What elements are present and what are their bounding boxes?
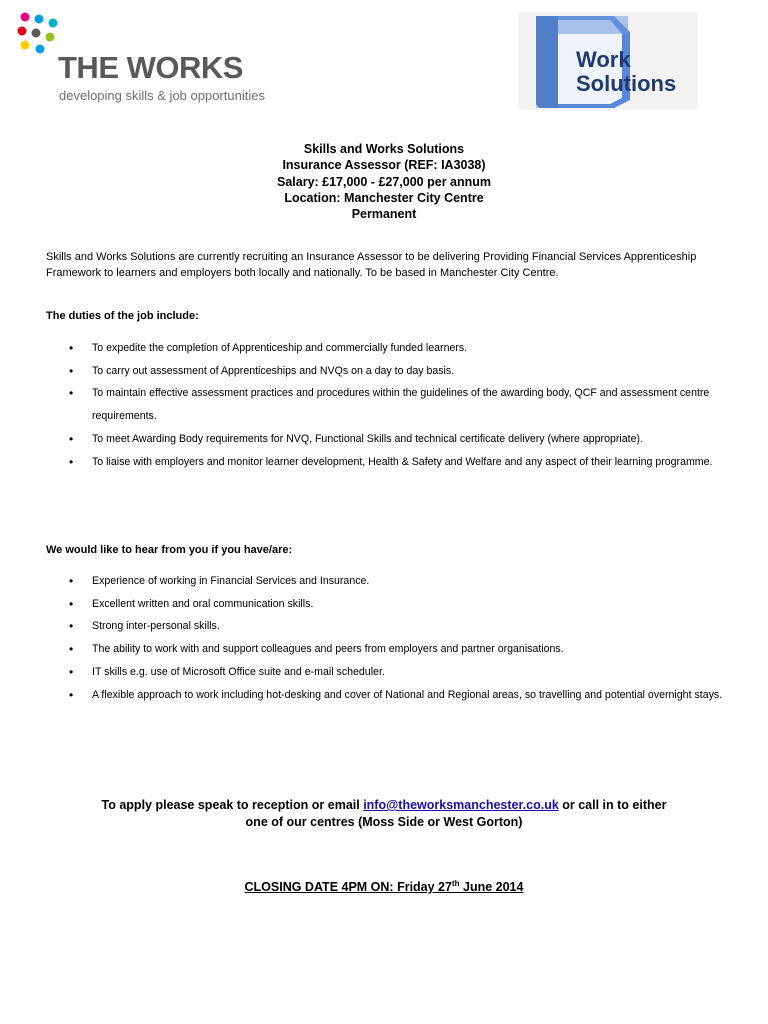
closing-prefix: CLOSING DATE 4PM ON: Friday 27 [244,880,452,895]
closing-sup: th [451,879,460,888]
work-solutions-text [576,48,676,96]
heading-company: Skills and Works Solutions [303,142,465,156]
list-item: • To liaise with employers and monitor learner development, Health & Safety and Welfare and any aspect of their learning programme. [46,451,736,474]
the-works-title: THE WORKS [58,50,243,85]
email-link[interactable]: info@theworksmanchester.co.uk [363,798,559,812]
closing-date [0,879,768,894]
list-item: • To carry out assessment of Apprenticeships and NVQs on a day to day basis. [46,360,736,383]
requirements-list [46,570,736,706]
list-item: • To meet Awarding Body requirements for NVQ, Functional Skills and technical certificate delivery (where appropriate). [46,428,736,451]
list-item: • To maintain effective assessment practices and procedures within the guidelines of the awarding body, QCF and assessment centre requirements. [46,382,736,427]
apply-instructions [0,797,768,831]
list-item: • Experience of working in Financial Services and Insurance. [46,570,736,593]
intro-paragraph: Skills and Works Solutions are currently recruiting an Insurance Assessor to be delivering Providing Financial Services Apprenticeship Framework to learners and employers both locally and nationally. To be based in Manchester City Centre. [46,251,697,279]
the-works-tagline: developing skills & job opportunities [59,88,265,103]
heading-location: Location: Manchester City Centre [284,190,484,205]
closing-suffix: June 2014 [459,880,524,895]
list-item: • The ability to work with and support colleagues and peers from employers and partner organisations. [46,638,736,661]
apply-text-before: To apply please speak to reception or email [101,798,364,812]
work-solutions-line2: Solutions [576,71,677,96]
apply-line2: one of our centres (Moss Side or West Gorton) [245,815,523,829]
heading-salary: Salary: £17,000 - £27,000 per annum [276,174,491,189]
list-item: • Excellent written and oral communication skills. [46,593,736,616]
requirements-title: We would like to hear from you if you have/are: [46,544,293,556]
the-works-logo [16,12,276,102]
list-item: • Strong inter-personal skills. [46,615,736,638]
heading-contract: Permanent [351,207,417,222]
closing-date-text [245,880,524,894]
work-solutions-logo [518,12,698,110]
list-item: • IT skills e.g. use of Microsoft Office suite and e-mail scheduler. [46,661,736,684]
list-item: • A flexible approach to work including hot-desking and cover of National and Regional areas, so travelling and potential overnight stays. [46,684,736,707]
work-solutions-line1: Work [576,47,631,72]
duties-list [46,337,736,473]
list-item: • To expedite the completion of Apprenticeship and commercially funded learners. [46,337,736,360]
apply-line1 [0,797,768,814]
duties-title: The duties of the job include: [46,310,199,322]
apply-text-after: or call in to either [558,798,667,812]
job-heading [0,141,768,222]
heading-role: Insurance Assessor (REF: IA3038) [282,158,486,173]
